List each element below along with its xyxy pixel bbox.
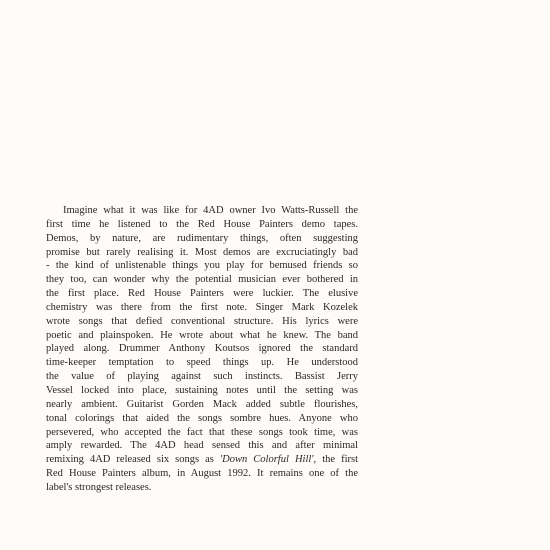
text-line-tail: , the first — [313, 454, 358, 466]
liner-notes-text — [46, 204, 358, 495]
text-line: the value of playing against such instincts. Bassist Jerry — [46, 371, 358, 383]
text-line: - the kind of unlistenable things you play for bemused friends so — [46, 260, 358, 272]
text-line: chemistry was there from the first note. Singer Mark Kozelek — [46, 301, 358, 313]
text-line: promise but rarely realising it. Most demos are excruciatingly bad — [46, 246, 358, 258]
text-line: time-keeper temptation to speed things up. He understood — [46, 357, 358, 369]
text-line: wrote songs that defied conventional structure. His lyrics were — [46, 315, 358, 327]
text-line: Demos, by nature, are rudimentary things, often suggesting — [46, 232, 358, 244]
text-line: tonal colorings that aided the songs sombre hues. Anyone who — [46, 412, 358, 424]
text-line: poetic and plainspoken. He wrote about what he knew. The band — [46, 329, 358, 341]
text-line: label's strongest releases. — [46, 481, 152, 493]
text-line: Vessel locked into place, sustaining notes until the setting was — [46, 384, 358, 396]
text-line: nearly ambient. Guitarist Gorden Mack added subtle flourishes, — [46, 398, 358, 410]
text-line: the first place. Red House Painters were luckier. The elusive — [46, 288, 358, 300]
text-line: played along. Drummer Anthony Koutsos ignored the standard — [46, 343, 358, 355]
text-line: Red House Painters album, in August 1992. It remains one of the — [46, 468, 358, 480]
text-line: they too, can wonder why the potential musician ever bothered in — [46, 274, 358, 286]
text-line-head: remixing 4AD released six songs as — [46, 454, 220, 466]
text-line: amply rewarded. The 4AD head sensed this and after minimal — [46, 440, 358, 452]
album-title: 'Down Colorful Hill' — [219, 454, 314, 466]
text-line: persevered, who accepted the fact that these songs took time, was — [46, 426, 358, 438]
text-line: Imagine what it was like for 4AD owner Ivo Watts-Russell the — [63, 205, 358, 216]
text-line-with-album-title — [46, 453, 358, 467]
text-line: first time he listened to the Red House Painters demo tapes. — [46, 218, 358, 230]
